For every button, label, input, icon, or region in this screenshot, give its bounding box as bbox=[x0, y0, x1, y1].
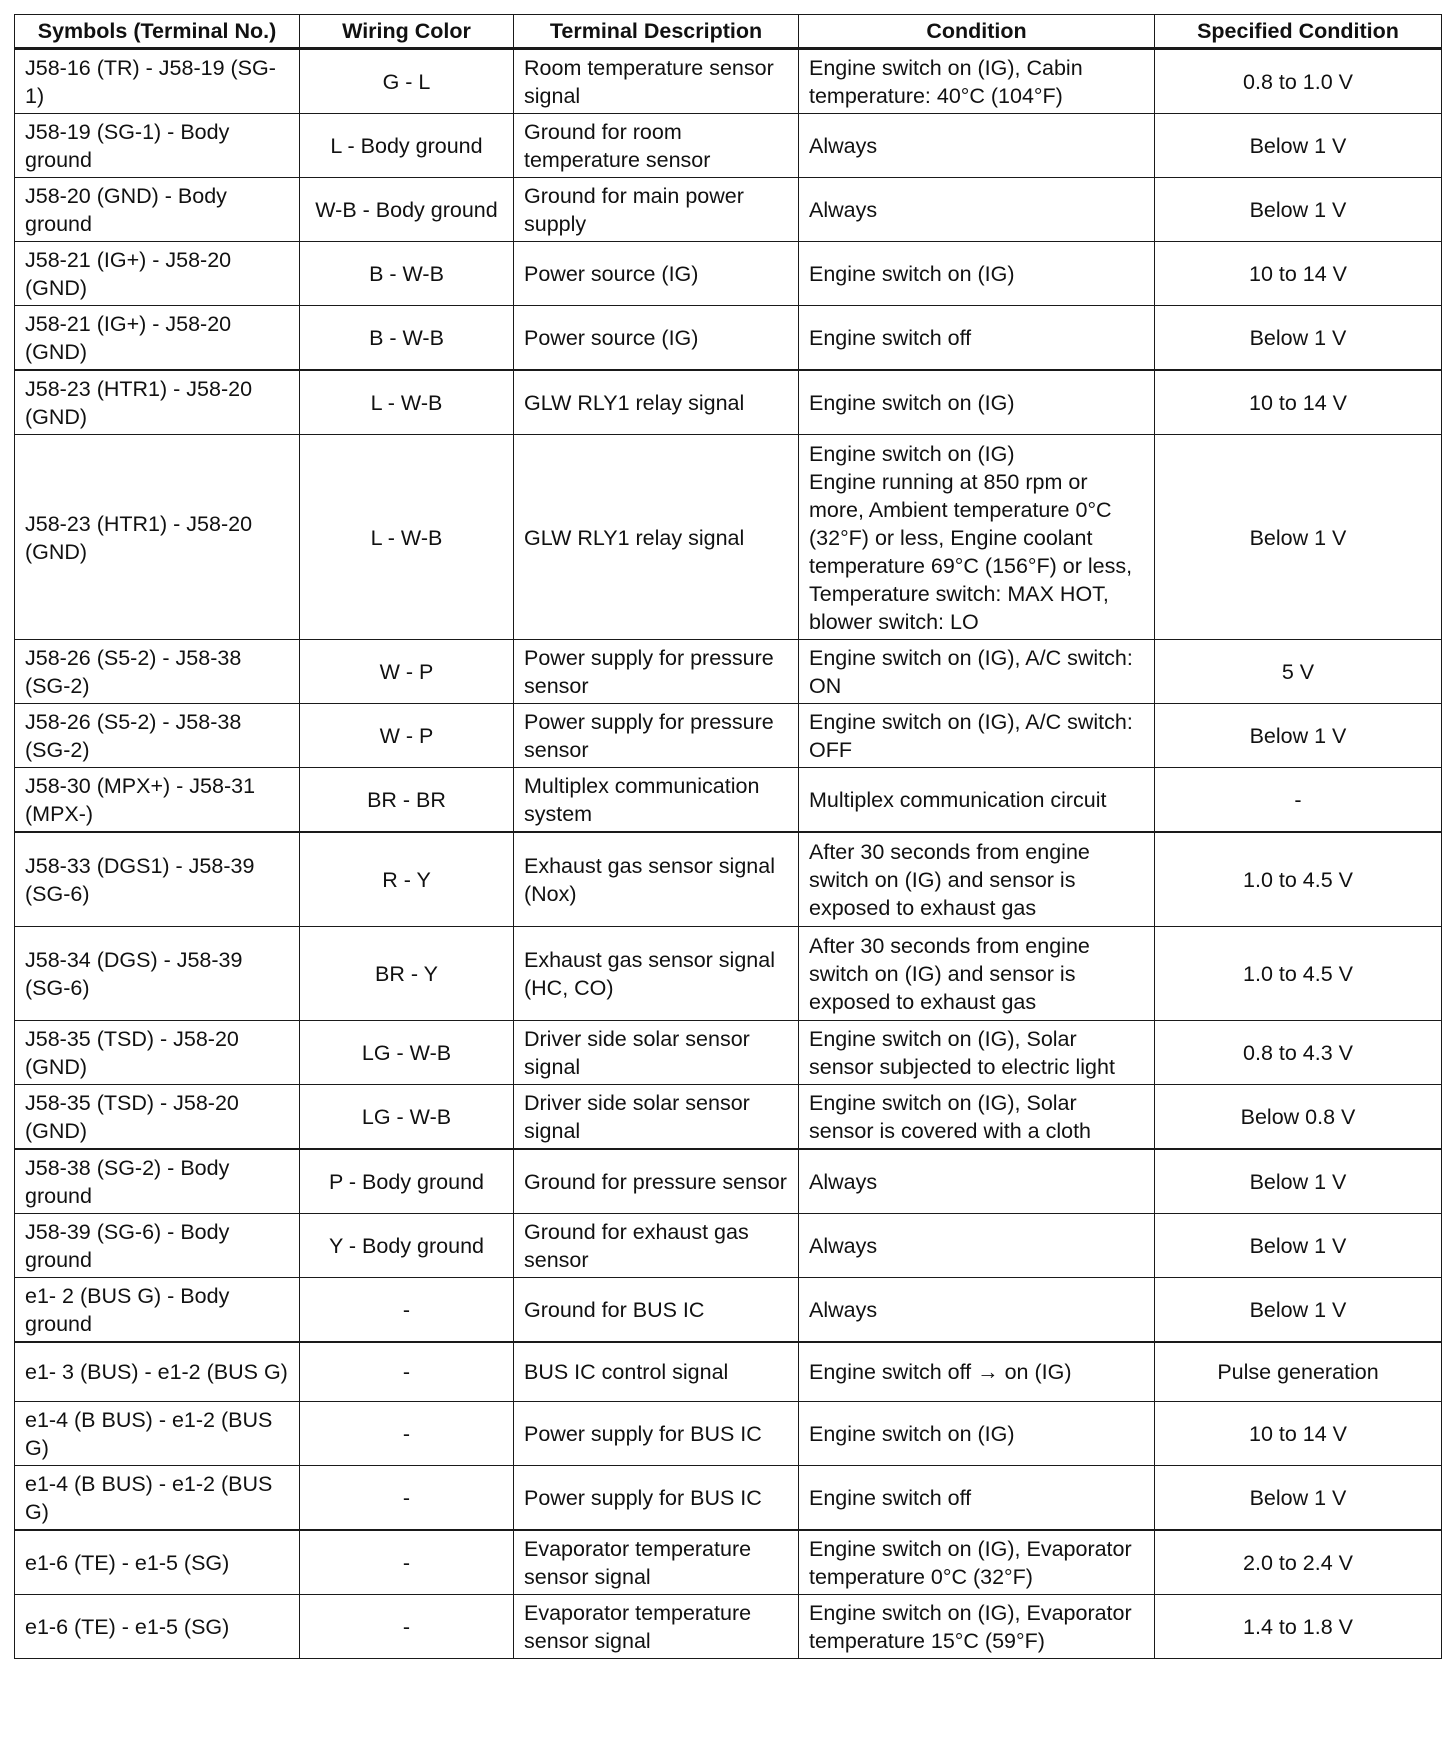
table-row bbox=[15, 1402, 1442, 1466]
cell-specified-condition: 10 to 14 V bbox=[1155, 242, 1442, 306]
cell-terminal-description: GLW RLY1 relay signal bbox=[514, 370, 799, 435]
cell-specified-condition: - bbox=[1155, 768, 1442, 833]
table-row bbox=[15, 114, 1442, 178]
cell-wiring-color: - bbox=[300, 1402, 514, 1466]
cell-terminal-description: Ground for BUS IC bbox=[514, 1277, 799, 1342]
cell-condition: After 30 seconds from engine switch on (IG) and sensor is exposed to exhaust gas bbox=[799, 926, 1155, 1020]
cell-condition: Engine switch off bbox=[799, 306, 1155, 371]
table-row bbox=[15, 1466, 1442, 1531]
cell-symbol: J58-35 (TSD) - J58-20 (GND) bbox=[15, 1020, 300, 1084]
table-row bbox=[15, 1277, 1442, 1342]
cell-specified-condition: Below 1 V bbox=[1155, 114, 1442, 178]
cell-condition: Engine switch on (IG) bbox=[799, 242, 1155, 306]
cell-terminal-description: Evaporator temperature sensor signal bbox=[514, 1530, 799, 1595]
table-row bbox=[15, 1213, 1442, 1277]
cell-symbol: e1-4 (B BUS) - e1-2 (BUS G) bbox=[15, 1466, 300, 1531]
cell-symbol: J58-16 (TR) - J58-19 (SG-1) bbox=[15, 49, 300, 114]
cell-wiring-color: - bbox=[300, 1342, 514, 1402]
cell-specified-condition: 5 V bbox=[1155, 640, 1442, 704]
header-specified-condition: Specified Condition bbox=[1155, 15, 1442, 49]
cell-condition: Multiplex communication circuit bbox=[799, 768, 1155, 833]
cell-specified-condition: Below 1 V bbox=[1155, 306, 1442, 371]
cell-condition: Engine switch on (IG), Evaporator temperature 15°C (59°F) bbox=[799, 1595, 1155, 1659]
cell-specified-condition: Below 1 V bbox=[1155, 178, 1442, 242]
cell-condition: Always bbox=[799, 1213, 1155, 1277]
cell-terminal-description: Driver side solar sensor signal bbox=[514, 1020, 799, 1084]
table-row bbox=[15, 704, 1442, 768]
cell-condition: Always bbox=[799, 1149, 1155, 1214]
cell-terminal-description: Room temperature sensor signal bbox=[514, 49, 799, 114]
cell-terminal-description: Power supply for pressure sensor bbox=[514, 640, 799, 704]
cell-condition: Always bbox=[799, 114, 1155, 178]
table-row bbox=[15, 49, 1442, 114]
cell-wiring-color: L - W-B bbox=[300, 370, 514, 435]
cell-symbol: J58-20 (GND) - Body ground bbox=[15, 178, 300, 242]
table-row bbox=[15, 1084, 1442, 1149]
cell-condition: Engine switch on (IG), A/C switch: ON bbox=[799, 640, 1155, 704]
cell-specified-condition: Pulse generation bbox=[1155, 1342, 1442, 1402]
table-row bbox=[15, 242, 1442, 306]
cell-symbol: e1-4 (B BUS) - e1-2 (BUS G) bbox=[15, 1402, 300, 1466]
cell-condition: Engine switch on (IG), Cabin temperature: 40°C (104°F) bbox=[799, 49, 1155, 114]
cell-symbol: J58-26 (S5-2) - J58-38 (SG-2) bbox=[15, 704, 300, 768]
cell-symbol: J58-38 (SG-2) - Body ground bbox=[15, 1149, 300, 1214]
table-row bbox=[15, 306, 1442, 371]
table-row bbox=[15, 1530, 1442, 1595]
cell-condition: Engine switch on (IG), A/C switch: OFF bbox=[799, 704, 1155, 768]
cell-wiring-color: W - P bbox=[300, 704, 514, 768]
cell-wiring-color: BR - BR bbox=[300, 768, 514, 833]
cell-terminal-description: Evaporator temperature sensor signal bbox=[514, 1595, 799, 1659]
cell-symbol: e1-6 (TE) - e1-5 (SG) bbox=[15, 1530, 300, 1595]
cell-wiring-color: B - W-B bbox=[300, 242, 514, 306]
cell-symbol: J58-21 (IG+) - J58-20 (GND) bbox=[15, 306, 300, 371]
terminal-table bbox=[14, 14, 1442, 1659]
cell-condition: Engine switch on (IG), Solar sensor subjected to electric light bbox=[799, 1020, 1155, 1084]
cell-specified-condition: 2.0 to 2.4 V bbox=[1155, 1530, 1442, 1595]
cell-wiring-color: - bbox=[300, 1466, 514, 1531]
cell-specified-condition: Below 1 V bbox=[1155, 1277, 1442, 1342]
cell-wiring-color: B - W-B bbox=[300, 306, 514, 371]
cell-wiring-color: - bbox=[300, 1530, 514, 1595]
cell-wiring-color: W-B - Body ground bbox=[300, 178, 514, 242]
cell-wiring-color: L - Body ground bbox=[300, 114, 514, 178]
cell-specified-condition: Below 1 V bbox=[1155, 1149, 1442, 1214]
terminal-spec-sheet bbox=[14, 14, 1441, 1659]
cell-specified-condition: Below 1 V bbox=[1155, 704, 1442, 768]
cell-symbol: J58-19 (SG-1) - Body ground bbox=[15, 114, 300, 178]
cell-symbol: e1-6 (TE) - e1-5 (SG) bbox=[15, 1595, 300, 1659]
header-symbols: Symbols (Terminal No.) bbox=[15, 15, 300, 49]
table-header bbox=[15, 15, 1442, 49]
header-condition: Condition bbox=[799, 15, 1155, 49]
cell-symbol: J58-33 (DGS1) - J58-39 (SG-6) bbox=[15, 832, 300, 926]
cell-terminal-description: Power supply for pressure sensor bbox=[514, 704, 799, 768]
cell-condition: Engine switch off bbox=[799, 1466, 1155, 1531]
cell-wiring-color: LG - W-B bbox=[300, 1020, 514, 1084]
table-row bbox=[15, 370, 1442, 435]
cell-condition: Engine switch on (IG), Evaporator temperature 0°C (32°F) bbox=[799, 1530, 1155, 1595]
cell-wiring-color: BR - Y bbox=[300, 926, 514, 1020]
cell-specified-condition: Below 1 V bbox=[1155, 435, 1442, 640]
header-terminal-description: Terminal Description bbox=[514, 15, 799, 49]
cell-wiring-color: Y - Body ground bbox=[300, 1213, 514, 1277]
cell-symbol: J58-23 (HTR1) - J58-20 (GND) bbox=[15, 435, 300, 640]
cell-symbol: J58-34 (DGS) - J58-39 (SG-6) bbox=[15, 926, 300, 1020]
cell-wiring-color: G - L bbox=[300, 49, 514, 114]
cell-condition: Engine switch on (IG) bbox=[799, 370, 1155, 435]
cell-symbol: J58-39 (SG-6) - Body ground bbox=[15, 1213, 300, 1277]
cell-condition: After 30 seconds from engine switch on (IG) and sensor is exposed to exhaust gas bbox=[799, 832, 1155, 926]
cell-wiring-color: - bbox=[300, 1277, 514, 1342]
table-row bbox=[15, 1020, 1442, 1084]
cell-condition: Always bbox=[799, 178, 1155, 242]
cell-condition: Engine switch on (IG), Solar sensor is covered with a cloth bbox=[799, 1084, 1155, 1149]
cell-terminal-description: Exhaust gas sensor signal (Nox) bbox=[514, 832, 799, 926]
cell-specified-condition: 10 to 14 V bbox=[1155, 1402, 1442, 1466]
cell-terminal-description: Ground for room temperature sensor bbox=[514, 114, 799, 178]
cell-specified-condition: Below 1 V bbox=[1155, 1466, 1442, 1531]
cell-terminal-description: Driver side solar sensor signal bbox=[514, 1084, 799, 1149]
cell-wiring-color: W - P bbox=[300, 640, 514, 704]
cell-wiring-color: L - W-B bbox=[300, 435, 514, 640]
table-row bbox=[15, 435, 1442, 640]
cell-specified-condition: 1.4 to 1.8 V bbox=[1155, 1595, 1442, 1659]
cell-symbol: J58-35 (TSD) - J58-20 (GND) bbox=[15, 1084, 300, 1149]
cell-terminal-description: Ground for pressure sensor bbox=[514, 1149, 799, 1214]
table-body bbox=[15, 49, 1442, 1659]
cell-symbol: e1- 3 (BUS) - e1-2 (BUS G) bbox=[15, 1342, 300, 1402]
cell-specified-condition: 10 to 14 V bbox=[1155, 370, 1442, 435]
table-row bbox=[15, 1149, 1442, 1214]
cell-specified-condition: 0.8 to 4.3 V bbox=[1155, 1020, 1442, 1084]
table-row bbox=[15, 1595, 1442, 1659]
cell-specified-condition: 1.0 to 4.5 V bbox=[1155, 926, 1442, 1020]
cell-terminal-description: BUS IC control signal bbox=[514, 1342, 799, 1402]
table-row bbox=[15, 640, 1442, 704]
cell-condition: Engine switch on (IG) Engine running at 850 rpm or more, Ambient temperature 0°C (32°F) or less, Engine coolant temperature 69°C (156°F) or less, Temperature switch: MAX HOT, blower switch: LO bbox=[799, 435, 1155, 640]
cell-specified-condition: Below 0.8 V bbox=[1155, 1084, 1442, 1149]
cell-terminal-description: Exhaust gas sensor signal (HC, CO) bbox=[514, 926, 799, 1020]
table-row bbox=[15, 1342, 1442, 1402]
cell-terminal-description: GLW RLY1 relay signal bbox=[514, 435, 799, 640]
cell-specified-condition: Below 1 V bbox=[1155, 1213, 1442, 1277]
cell-wiring-color: P - Body ground bbox=[300, 1149, 514, 1214]
table-row bbox=[15, 926, 1442, 1020]
cell-condition: Engine switch off → on (IG) bbox=[799, 1342, 1155, 1402]
cell-wiring-color: LG - W-B bbox=[300, 1084, 514, 1149]
cell-terminal-description: Ground for main power supply bbox=[514, 178, 799, 242]
table-row bbox=[15, 832, 1442, 926]
cell-terminal-description: Power supply for BUS IC bbox=[514, 1402, 799, 1466]
cell-terminal-description: Ground for exhaust gas sensor bbox=[514, 1213, 799, 1277]
header-row bbox=[15, 15, 1442, 49]
cell-symbol: J58-21 (IG+) - J58-20 (GND) bbox=[15, 242, 300, 306]
cell-terminal-description: Power source (IG) bbox=[514, 242, 799, 306]
cell-symbol: J58-30 (MPX+) - J58-31 (MPX-) bbox=[15, 768, 300, 833]
cell-symbol: J58-26 (S5-2) - J58-38 (SG-2) bbox=[15, 640, 300, 704]
cell-terminal-description: Multiplex communication system bbox=[514, 768, 799, 833]
cell-symbol: e1- 2 (BUS G) - Body ground bbox=[15, 1277, 300, 1342]
table-row bbox=[15, 768, 1442, 833]
cell-wiring-color: R - Y bbox=[300, 832, 514, 926]
table-row bbox=[15, 178, 1442, 242]
cell-specified-condition: 1.0 to 4.5 V bbox=[1155, 832, 1442, 926]
cell-terminal-description: Power supply for BUS IC bbox=[514, 1466, 799, 1531]
cell-condition: Always bbox=[799, 1277, 1155, 1342]
cell-specified-condition: 0.8 to 1.0 V bbox=[1155, 49, 1442, 114]
cell-terminal-description: Power source (IG) bbox=[514, 306, 799, 371]
cell-condition: Engine switch on (IG) bbox=[799, 1402, 1155, 1466]
cell-symbol: J58-23 (HTR1) - J58-20 (GND) bbox=[15, 370, 300, 435]
header-wiring-color: Wiring Color bbox=[300, 15, 514, 49]
cell-wiring-color: - bbox=[300, 1595, 514, 1659]
